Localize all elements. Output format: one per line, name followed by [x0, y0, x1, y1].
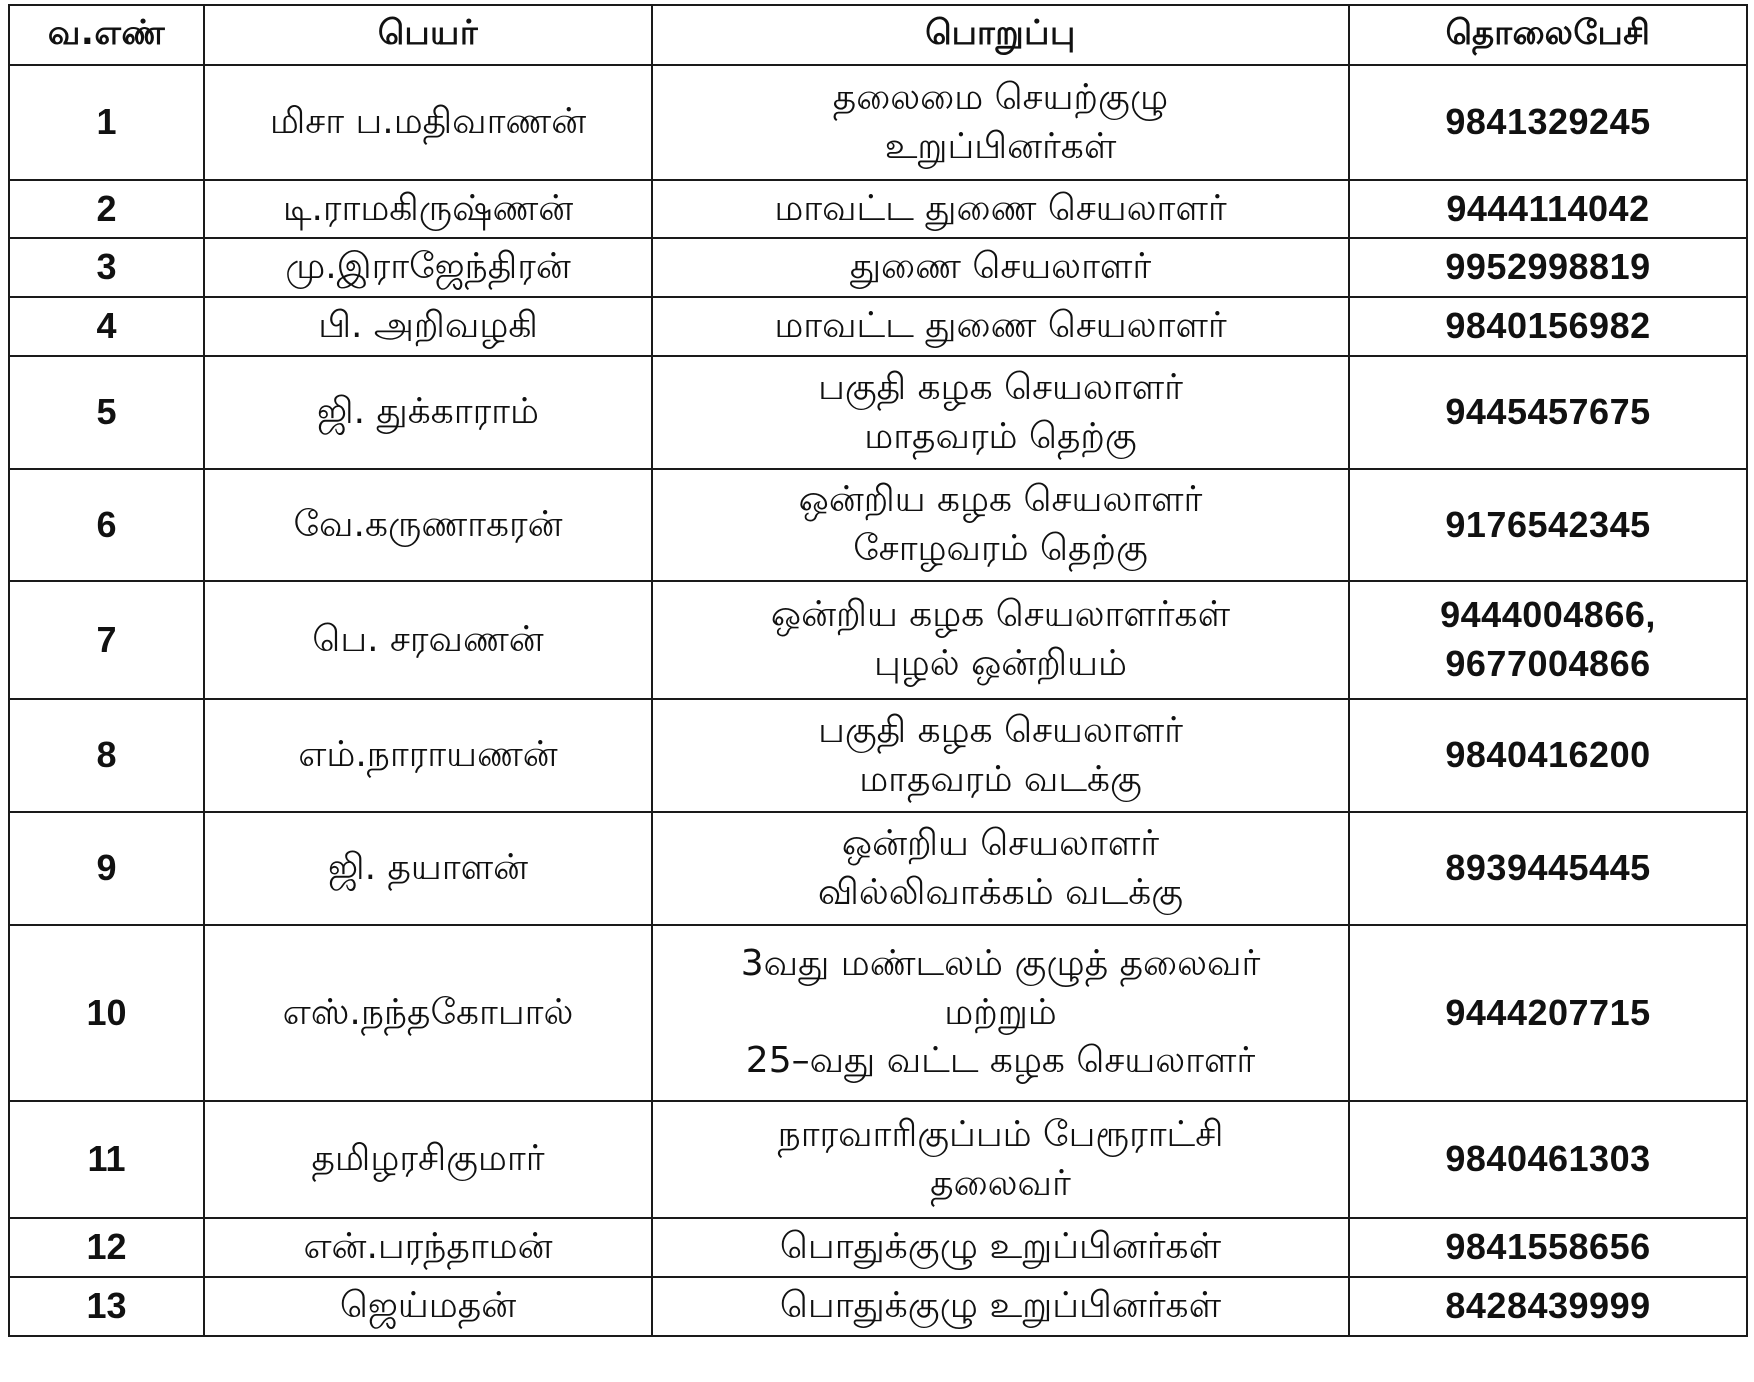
serial-cell: 1: [9, 65, 204, 180]
name-cell: எஸ்.நந்தகோபால்: [204, 925, 652, 1101]
serial-cell: 13: [9, 1277, 204, 1336]
name-cell: பி. அறிவழகி: [204, 297, 652, 356]
phone-cell: 9445457675: [1349, 356, 1747, 469]
serial-cell: 5: [9, 356, 204, 469]
contact-table: [8, 4, 1748, 1337]
phone-cell: 9444004866, 9677004866: [1349, 581, 1747, 699]
role-cell: நாரவாரிகுப்பம் பேரூராட்சி தலைவர்: [652, 1101, 1349, 1218]
role-cell: ஒன்றிய கழக செயலாளர்கள் புழல் ஒன்றியம்: [652, 581, 1349, 699]
serial-cell: 7: [9, 581, 204, 699]
name-cell: பெ. சரவணன்: [204, 581, 652, 699]
serial-cell: 8: [9, 699, 204, 812]
name-cell: வே.கருணாகரன்: [204, 469, 652, 581]
table-row: [9, 297, 1747, 356]
serial-cell: 3: [9, 238, 204, 297]
role-cell: மாவட்ட துணை செயலாளர்: [652, 180, 1349, 238]
table-row: [9, 1277, 1747, 1336]
table-row: [9, 1101, 1747, 1218]
serial-cell: 4: [9, 297, 204, 356]
header-name: பெயர்: [204, 5, 652, 65]
phone-cell: 9444114042: [1349, 180, 1747, 238]
name-cell: ஜெய்மதன்: [204, 1277, 652, 1336]
name-cell: மு.இராஜேந்திரன்: [204, 238, 652, 297]
name-cell: தமிழரசிகுமார்: [204, 1101, 652, 1218]
phone-cell: 8939445445: [1349, 812, 1747, 925]
header-phone: தொலைபேசி: [1349, 5, 1747, 65]
table-row: [9, 812, 1747, 925]
name-cell: ஜி. தயாளன்: [204, 812, 652, 925]
role-cell: ஒன்றிய செயலாளர் வில்லிவாக்கம் வடக்கு: [652, 812, 1349, 925]
phone-cell: 9840461303: [1349, 1101, 1747, 1218]
role-cell: துணை செயலாளர்: [652, 238, 1349, 297]
name-cell: டி.ராமகிருஷ்ணன்: [204, 180, 652, 238]
table-row: [9, 581, 1747, 699]
table-row: [9, 699, 1747, 812]
header-role: பொறுப்பு: [652, 5, 1349, 65]
phone-cell: 9841558656: [1349, 1218, 1747, 1277]
table-row: [9, 238, 1747, 297]
role-cell: மாவட்ட துணை செயலாளர்: [652, 297, 1349, 356]
contact-sheet: [8, 4, 1746, 1337]
name-cell: ஜி. துக்காராம்: [204, 356, 652, 469]
header-row: [9, 5, 1747, 65]
role-cell: பகுதி கழக செயலாளர் மாதவரம் வடக்கு: [652, 699, 1349, 812]
phone-cell: 8428439999: [1349, 1277, 1747, 1336]
table-row: [9, 925, 1747, 1101]
table-row: [9, 356, 1747, 469]
role-cell: 3வது மண்டலம் குழுத் தலைவர் மற்றும் 25–வது வட்ட கழக செயலாளர்: [652, 925, 1349, 1101]
serial-cell: 9: [9, 812, 204, 925]
phone-cell: 9444207715: [1349, 925, 1747, 1101]
serial-cell: 2: [9, 180, 204, 238]
phone-cell: 9841329245: [1349, 65, 1747, 180]
name-cell: மிசா ப.மதிவாணன்: [204, 65, 652, 180]
role-cell: ஒன்றிய கழக செயலாளர் சோழவரம் தெற்கு: [652, 469, 1349, 581]
role-cell: பொதுக்குழு உறுப்பினர்கள்: [652, 1218, 1349, 1277]
table-row: [9, 469, 1747, 581]
name-cell: எம்.நாராயணன்: [204, 699, 652, 812]
table-header: [9, 5, 1747, 65]
table-row: [9, 180, 1747, 238]
role-cell: தலைமை செயற்குழு உறுப்பினர்கள்: [652, 65, 1349, 180]
table-body: [9, 65, 1747, 1336]
role-cell: பொதுக்குழு உறுப்பினர்கள்: [652, 1277, 1349, 1336]
phone-cell: 9176542345: [1349, 469, 1747, 581]
serial-cell: 6: [9, 469, 204, 581]
header-serial: வ.எண்: [9, 5, 204, 65]
table-row: [9, 1218, 1747, 1277]
name-cell: என்.பரந்தாமன்: [204, 1218, 652, 1277]
serial-cell: 11: [9, 1101, 204, 1218]
table-row: [9, 65, 1747, 180]
serial-cell: 10: [9, 925, 204, 1101]
phone-cell: 9840416200: [1349, 699, 1747, 812]
role-cell: பகுதி கழக செயலாளர் மாதவரம் தெற்கு: [652, 356, 1349, 469]
phone-cell: 9840156982: [1349, 297, 1747, 356]
phone-cell: 9952998819: [1349, 238, 1747, 297]
serial-cell: 12: [9, 1218, 204, 1277]
